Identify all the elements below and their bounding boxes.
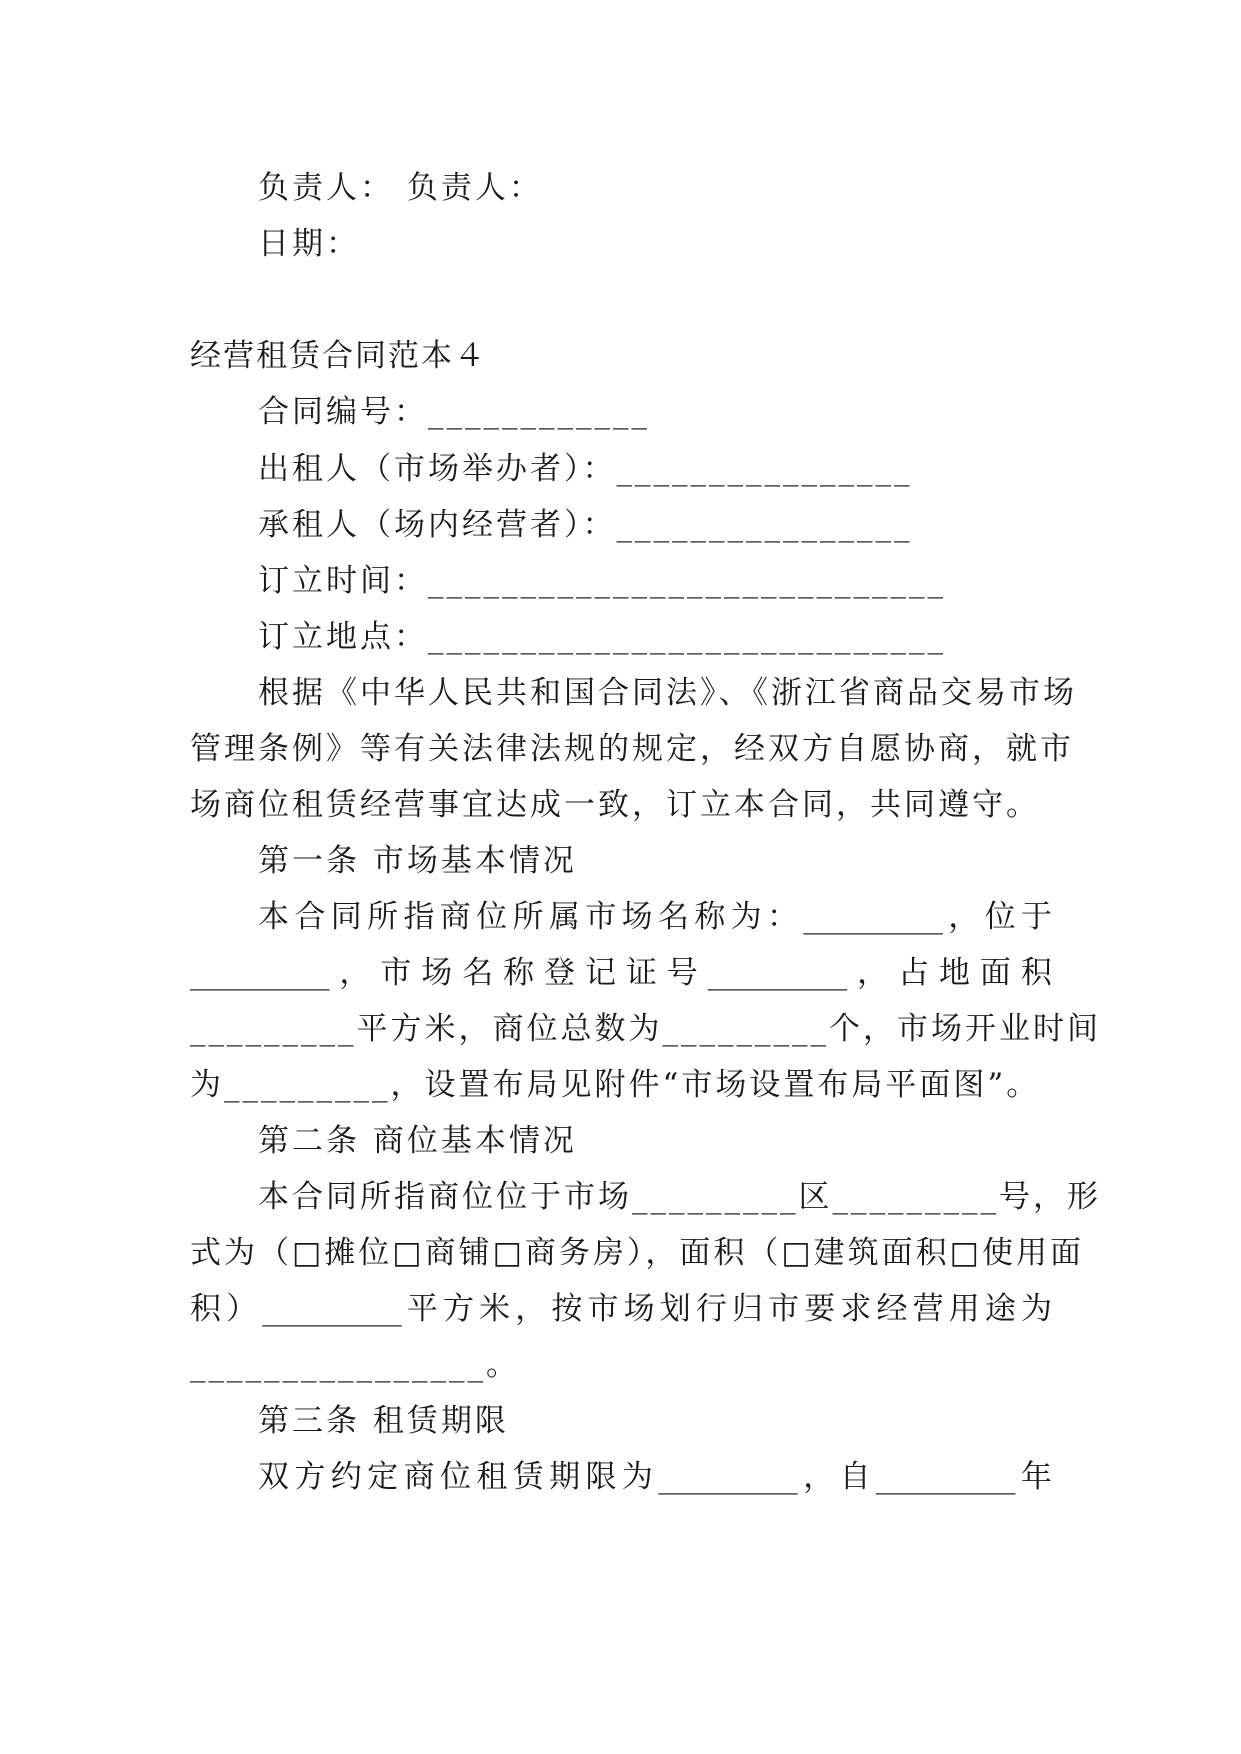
text-segment: 占 xyxy=(898,955,930,991)
text-segment: 租 xyxy=(476,1459,508,1495)
text-segment: 约 xyxy=(330,1459,362,1495)
lessor-field: 出租人（市场举办者）：________________ xyxy=(258,451,913,487)
text-segment: 证 xyxy=(625,955,657,991)
text-segment: 积 xyxy=(1020,955,1052,991)
text-segment: ， xyxy=(515,1291,547,1327)
text-segment: 为 xyxy=(1021,1291,1052,1327)
text-segment: 按 xyxy=(551,1291,583,1327)
signature-line: 负责人： 负责人： xyxy=(258,170,543,206)
article-2-line: 本合同所指商位位于市场_________区_________号，形 xyxy=(258,1179,1101,1215)
text-segment: 途 xyxy=(984,1291,1016,1327)
text-segment: 期 xyxy=(549,1459,581,1495)
article-1-heading: 第一条 市场基本情况 xyxy=(258,843,577,879)
contract-number-field: 合同编号：____________ xyxy=(258,394,650,430)
text-segment: 市 xyxy=(585,899,617,935)
text-segment: 赁 xyxy=(512,1459,544,1495)
text-segment: 合 xyxy=(294,899,326,935)
article-1-line: _________平方米，商位总数为_________个，市场开业时间 xyxy=(190,1011,1101,1047)
text-segment: 所 xyxy=(367,899,399,935)
text-segment: 用 xyxy=(948,1291,980,1327)
text-segment: 市 xyxy=(768,1291,800,1327)
text-segment: 米 xyxy=(479,1291,511,1327)
text-segment: 商 xyxy=(403,1459,435,1495)
text-segment: _________ xyxy=(190,955,330,991)
text-segment: 称 xyxy=(694,899,726,935)
text-segment: 市 xyxy=(380,955,412,991)
text-segment: 平 xyxy=(406,1291,438,1327)
text-segment: 双 xyxy=(258,1459,289,1495)
text-segment: 要 xyxy=(804,1291,836,1327)
text-segment: 经 xyxy=(876,1291,908,1327)
article-1-line: 为_________，设置布局见附件“市场设置布局平面图”。 xyxy=(190,1067,1041,1103)
article-3-heading: 第三条 租赁期限 xyxy=(258,1403,509,1439)
text-segment: ， xyxy=(948,899,980,935)
text-segment: 为 xyxy=(730,899,762,935)
article-1-line xyxy=(190,953,1052,993)
text-segment: 记 xyxy=(584,955,616,991)
document-title: 经营租赁合同范本４ xyxy=(190,338,487,374)
text-segment: 位 xyxy=(476,899,508,935)
article-2-line xyxy=(190,1289,1052,1329)
text-segment: 市 xyxy=(587,1291,619,1327)
sign-place-field: 订立地点：____________________________ xyxy=(258,619,946,655)
text-segment: 于 xyxy=(1020,899,1052,935)
text-segment: _________ xyxy=(875,1459,1016,1495)
text-segment: 营 xyxy=(912,1291,944,1327)
text-segment: 年 xyxy=(1020,1459,1052,1495)
text-segment: 指 xyxy=(403,899,435,935)
text-segment: 位 xyxy=(439,1459,471,1495)
text-segment: 登 xyxy=(544,955,576,991)
date-line: 日期： xyxy=(258,226,360,262)
text-segment: _________ xyxy=(803,899,943,935)
text-segment: 名 xyxy=(657,899,689,935)
sign-time-field: 订立时间：____________________________ xyxy=(258,563,946,599)
text-segment: 面 xyxy=(979,955,1011,991)
text-segment: ） xyxy=(226,1291,258,1327)
text-segment: 称 xyxy=(503,955,535,991)
preamble-line: 管理条例》等有关法律法规的规定，经双方自愿协商，就市 xyxy=(190,731,1074,767)
text-segment: 划 xyxy=(659,1291,691,1327)
text-segment: ： xyxy=(767,899,799,935)
text-segment: _________ xyxy=(658,1459,798,1495)
text-segment: 同 xyxy=(330,899,362,935)
text-segment: 场 xyxy=(421,955,453,991)
text-segment: 本 xyxy=(258,899,289,935)
preamble-line: 根据《中华人民共和国合同法》、《浙江省商品交易市场 xyxy=(258,675,1077,711)
text-segment: _________ xyxy=(707,955,848,991)
text-segment: 场 xyxy=(621,899,653,935)
text-segment: 为 xyxy=(621,1459,653,1495)
text-segment: ， xyxy=(803,1459,835,1495)
article-2-heading: 第二条 商位基本情况 xyxy=(258,1123,577,1159)
text-segment: 场 xyxy=(623,1291,655,1327)
text-segment: 定 xyxy=(367,1459,399,1495)
article-1-line xyxy=(258,897,1052,937)
text-segment: 方 xyxy=(294,1459,326,1495)
text-segment: 归 xyxy=(732,1291,763,1327)
article-2-line: ________________。 xyxy=(190,1347,520,1383)
text-segment: 方 xyxy=(443,1291,474,1327)
text-segment: 名 xyxy=(462,955,494,991)
article-3-line xyxy=(258,1457,1052,1497)
text-segment: 属 xyxy=(548,899,580,935)
text-segment: 积 xyxy=(190,1291,221,1327)
text-segment: ， xyxy=(857,955,889,991)
text-segment: 号 xyxy=(666,955,698,991)
preamble-line: 场商位租赁经营事宜达成一致，订立本合同，共同遵守。 xyxy=(190,787,1040,823)
article-2-line: 式为（□摊位□商铺□商务房），面积（□建筑面积□使用面 xyxy=(190,1235,1084,1271)
text-segment: 限 xyxy=(585,1459,617,1495)
text-segment: 求 xyxy=(840,1291,872,1327)
lessee-field: 承租人（场内经营者）：________________ xyxy=(258,507,913,543)
text-segment: 商 xyxy=(439,899,471,935)
text-segment: _________ xyxy=(262,1291,402,1327)
text-segment: 自 xyxy=(839,1459,871,1495)
text-segment: 行 xyxy=(695,1291,727,1327)
text-segment: 所 xyxy=(512,899,544,935)
text-segment: ， xyxy=(339,955,371,991)
text-segment: 位 xyxy=(984,899,1016,935)
text-segment: 地 xyxy=(938,955,970,991)
